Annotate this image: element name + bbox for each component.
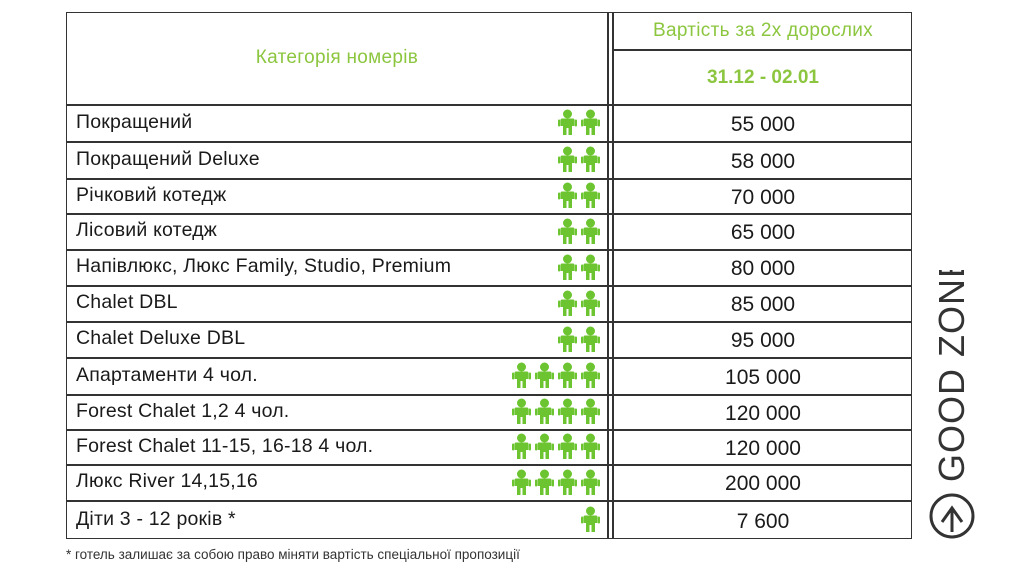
person-icon — [581, 326, 600, 353]
person-icon — [535, 469, 554, 496]
person-icon — [558, 362, 577, 389]
person-icon — [535, 362, 554, 389]
room-price: 85 000 — [730, 293, 796, 316]
room-category-name: Напівлюкс, Люкс Family, Studio, Premium — [76, 255, 452, 277]
guest-count-icons — [558, 182, 600, 209]
person-icon — [581, 254, 600, 281]
room-category-name: Chalet Deluxe DBL — [76, 327, 246, 349]
room-price: 7 600 — [736, 509, 790, 533]
table-row — [66, 394, 912, 429]
person-icon — [581, 146, 600, 173]
good-zone-logo — [918, 270, 988, 548]
room-price: 200 000 — [725, 472, 801, 495]
table-row — [66, 249, 912, 285]
guest-count-icons — [512, 469, 600, 496]
person-icon — [558, 182, 577, 209]
room-price: 70 000 — [730, 185, 796, 209]
room-price: 120 000 — [725, 401, 801, 425]
person-icon — [558, 469, 577, 496]
room-price: 120 000 — [725, 436, 801, 460]
room-price: 65 000 — [730, 221, 796, 244]
person-icon — [512, 398, 531, 425]
person-icon — [558, 290, 577, 317]
person-icon — [581, 182, 600, 209]
table-row — [66, 213, 912, 249]
room-price: 58 000 — [730, 149, 796, 173]
person-icon — [558, 326, 577, 353]
room-category-name: Діти 3 - 12 років * — [76, 507, 236, 530]
guest-count-icons — [558, 290, 600, 317]
person-icon — [512, 469, 531, 496]
person-icon — [558, 254, 577, 281]
guest-count-icons — [581, 506, 600, 533]
person-icon — [558, 218, 577, 245]
room-category-name: Лісовий котедж — [76, 219, 218, 241]
guest-count-icons — [558, 218, 600, 245]
person-icon — [581, 469, 600, 496]
person-icon — [581, 362, 600, 389]
person-icon — [558, 146, 577, 173]
table-row — [66, 321, 912, 357]
date-range-header: 31.12 - 02.01 — [707, 67, 819, 88]
table-row — [66, 178, 912, 213]
room-category-name: Річковий котедж — [76, 183, 227, 206]
guest-count-icons — [512, 433, 600, 460]
room-price: 105 000 — [725, 365, 801, 389]
guest-count-icons — [558, 326, 600, 353]
person-icon — [581, 290, 600, 317]
person-icon — [535, 398, 554, 425]
person-icon — [558, 433, 577, 460]
table-row — [66, 429, 912, 464]
table-row — [66, 141, 912, 178]
header-divider — [612, 49, 912, 51]
room-category-name: Апартаменти 4 чол. — [76, 363, 258, 386]
table-row — [66, 500, 912, 539]
price-header: Вартість за 2х дорослих — [653, 19, 873, 41]
footnote: * готель залишає за собою право міняти вартість спеціальної пропозиції — [66, 547, 520, 562]
guest-count-icons — [558, 146, 600, 173]
guest-count-icons — [558, 254, 600, 281]
room-category-name: Покращений — [76, 110, 193, 133]
logo-text: GOOD ZONE — [931, 270, 972, 482]
guest-count-icons — [512, 398, 600, 425]
room-category-name: Покращений Deluxe — [76, 147, 260, 170]
person-icon — [581, 506, 600, 533]
table-row — [66, 464, 912, 500]
person-icon — [512, 362, 531, 389]
room-category-name: Люкс River 14,15,16 — [76, 470, 258, 492]
room-category-name: Forest Chalet 11-15, 16-18 4 чол. — [76, 434, 374, 457]
table-row — [66, 104, 912, 141]
person-icon — [581, 433, 600, 460]
person-icon — [581, 109, 600, 136]
person-icon — [581, 398, 600, 425]
person-icon — [512, 433, 531, 460]
room-price: 55 000 — [730, 112, 796, 136]
guest-count-icons — [558, 109, 600, 136]
person-icon — [558, 109, 577, 136]
person-icon — [558, 398, 577, 425]
table-row — [66, 285, 912, 321]
room-price: 80 000 — [730, 257, 796, 280]
person-icon — [535, 433, 554, 460]
category-header: Категорія номерів — [255, 47, 419, 68]
table-row — [66, 357, 912, 394]
room-category-name: Forest Chalet 1,2 4 чол. — [76, 399, 290, 422]
person-icon — [581, 218, 600, 245]
guest-count-icons — [512, 362, 600, 389]
gz-circle-logo-icon — [918, 270, 988, 548]
room-price: 95 000 — [730, 329, 796, 352]
room-category-name: Chalet DBL — [76, 291, 178, 313]
